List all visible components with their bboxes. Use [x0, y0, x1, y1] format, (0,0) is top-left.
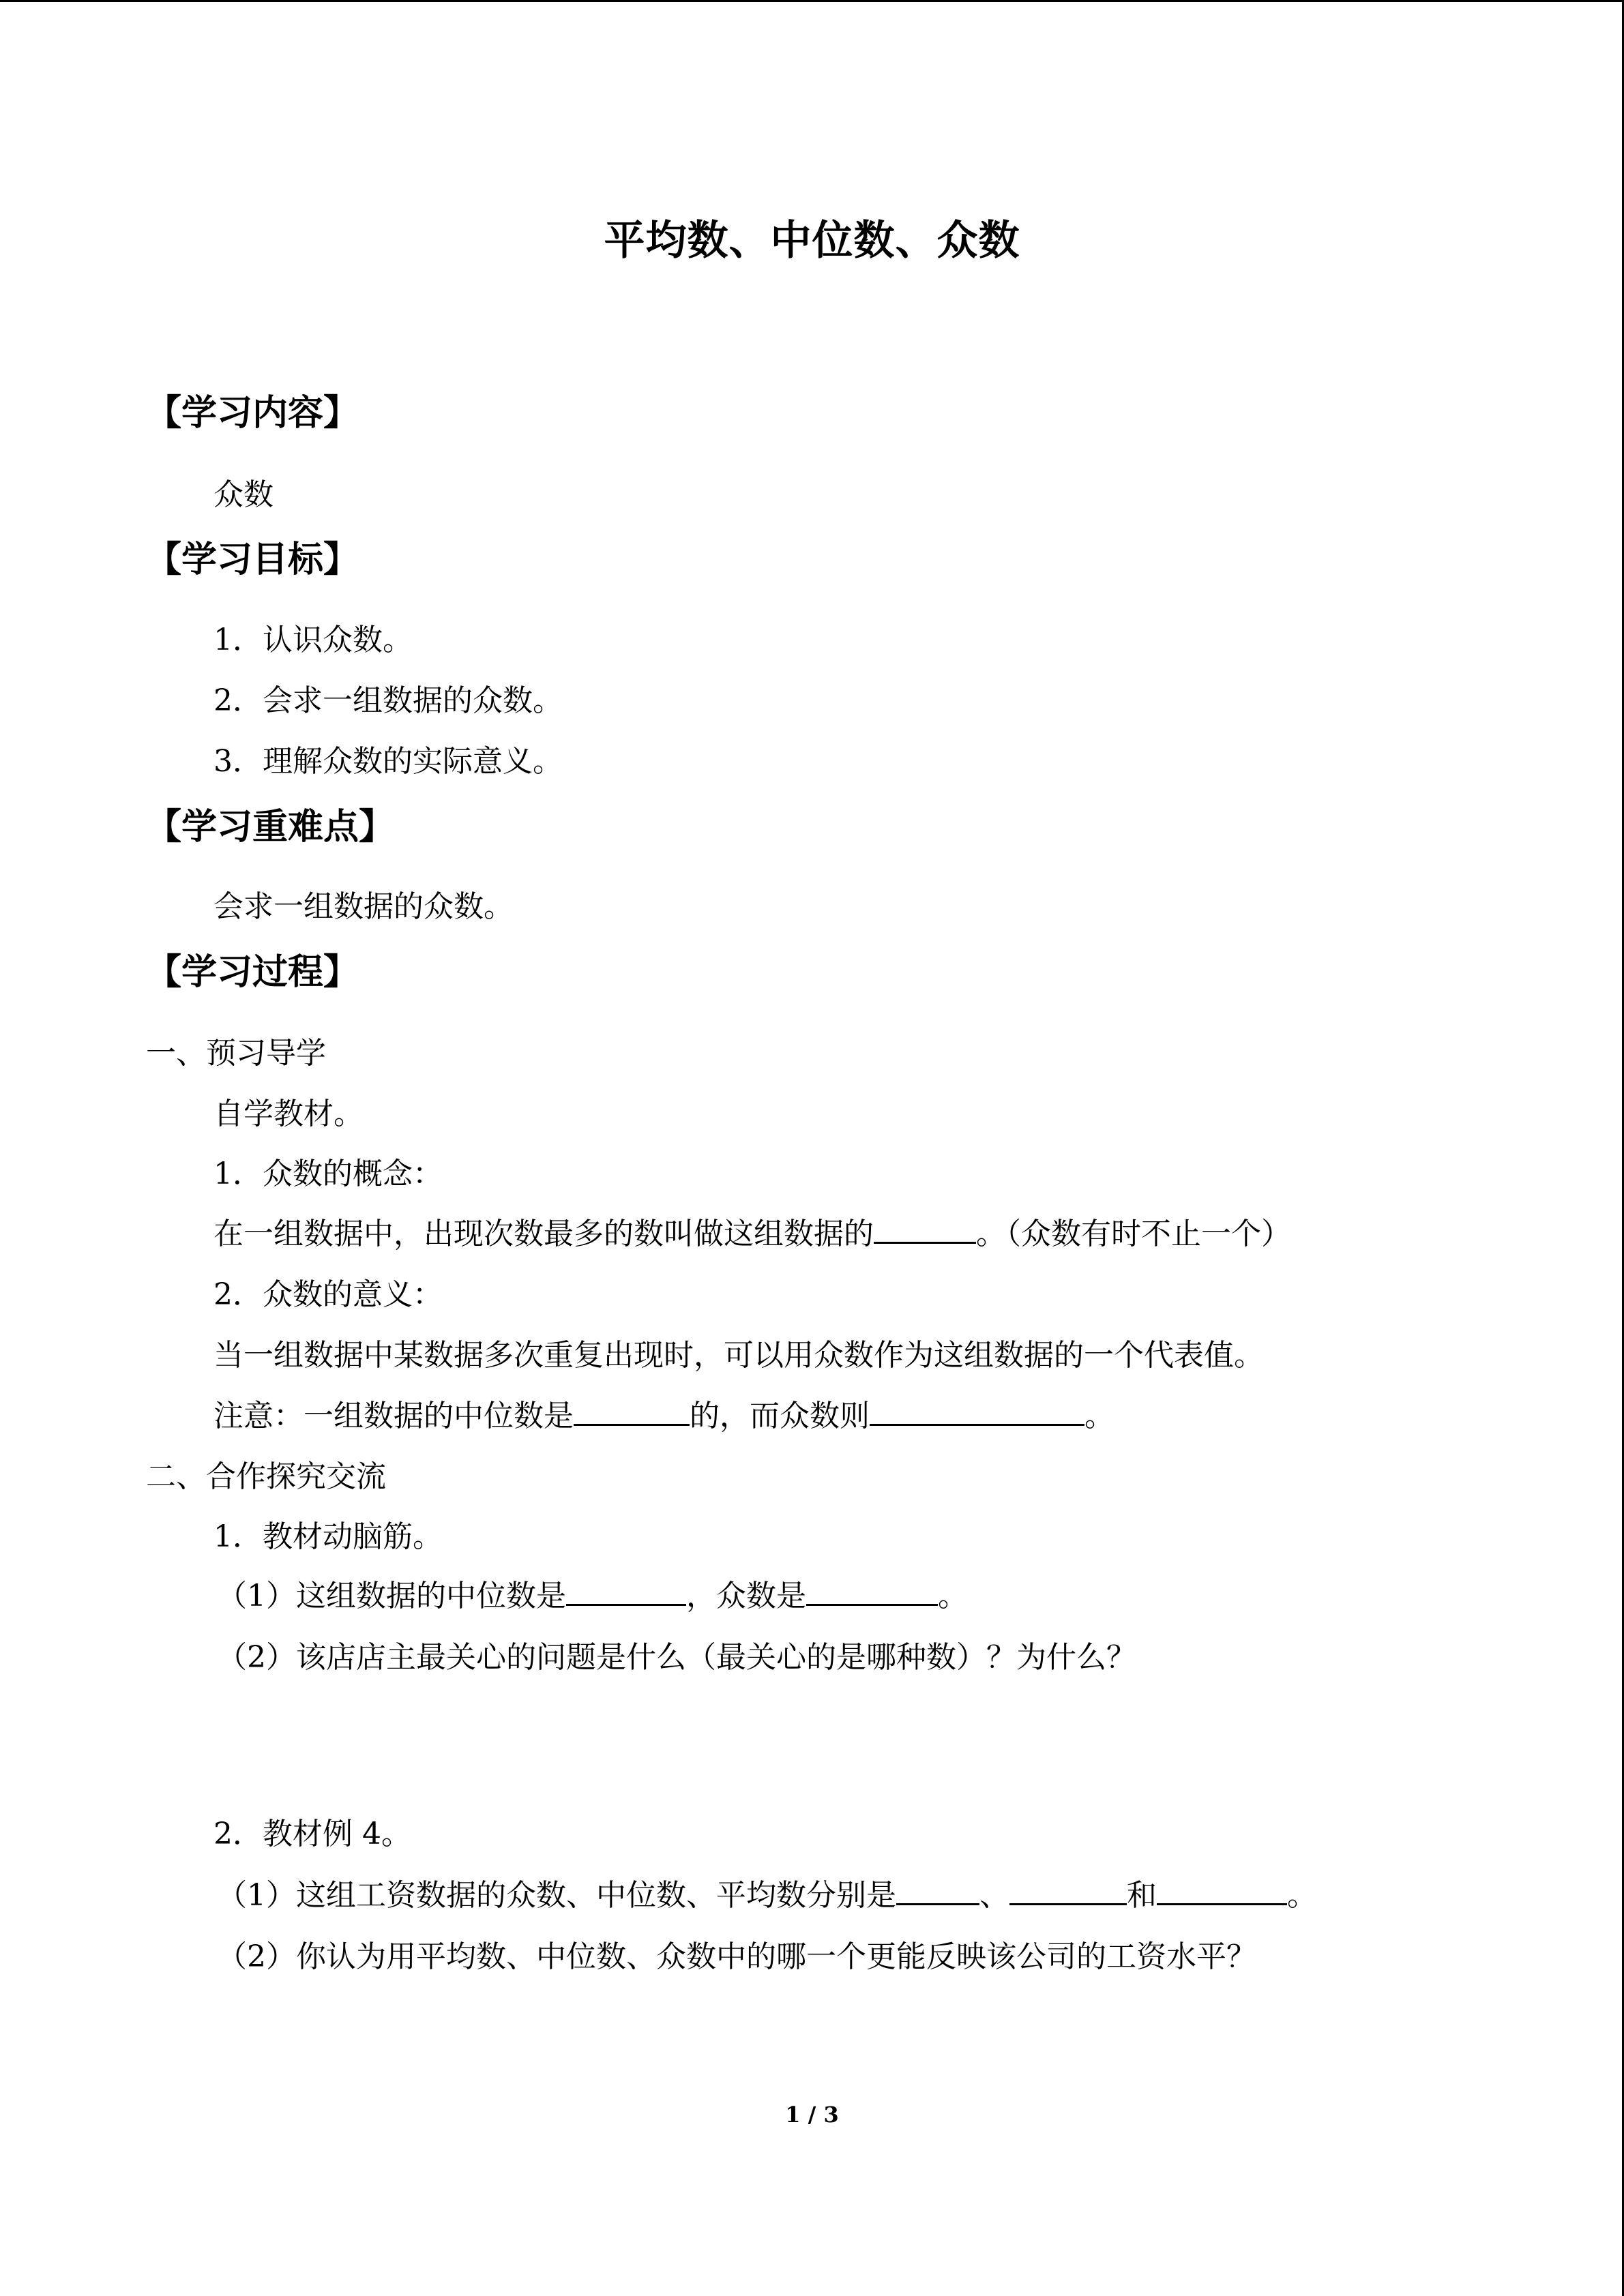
note-text-after: 。 [1084, 1399, 1114, 1433]
note-blank-2[interactable] [870, 1394, 1084, 1426]
key-points-text: 会求一组数据的众数。 [213, 889, 514, 924]
heading-goals: 【学习目标】 [146, 539, 359, 580]
q2-1-sep-2: 和 [1127, 1878, 1157, 1913]
q1-title: 1．教材动脑筋。 [213, 1519, 443, 1554]
q1-1-text-middle: ，众数是 [686, 1579, 806, 1613]
note-line [213, 1394, 1114, 1439]
goal-item-1: 1．认识众数。 [213, 623, 413, 657]
content-text: 众数 [213, 477, 274, 512]
goal-item-3: 3．理解众数的实际意义。 [213, 744, 563, 779]
part1-intro: 自学教材。 [213, 1097, 364, 1131]
concept-blank[interactable] [874, 1212, 976, 1244]
q1-1-blank-2[interactable] [806, 1574, 938, 1606]
q1-1-line [217, 1574, 968, 1619]
heading-content: 【学习内容】 [146, 393, 359, 434]
note-text-middle: 的，而众数则 [690, 1399, 870, 1433]
q2-title: 2．教材例 4。 [213, 1817, 411, 1851]
page-title: 平均数、中位数、众数 [604, 217, 1020, 265]
concept-line [213, 1212, 1291, 1257]
q2-1-blank-3[interactable] [1157, 1873, 1287, 1905]
q2-1-blank-1[interactable] [896, 1873, 979, 1905]
q2-1-sep-1: 、 [979, 1878, 1009, 1913]
q1-1-blank-1[interactable] [566, 1574, 686, 1606]
q1-1-text-before: （1）这组数据的中位数是 [217, 1579, 566, 1613]
q2-1-blank-2[interactable] [1009, 1873, 1127, 1905]
q1-2-line: （2）该店店主最关心的问题是什么（最关心的是哪种数）？为什么？ [217, 1640, 1136, 1675]
meaning-text: 当一组数据中某数据多次重复出现时，可以用众数作为这组数据的一个代表值。 [213, 1338, 1264, 1373]
part1-title: 一、预习导学 [146, 1036, 326, 1071]
note-text-before: 注意：一组数据的中位数是 [213, 1399, 574, 1433]
concept-text-before: 在一组数据中，出现次数最多的数叫做这组数据的 [213, 1217, 874, 1251]
concept-text-after: 。（众数有时不止一个） [976, 1217, 1291, 1251]
top-border [0, 0, 1624, 2]
part2-title: 二、合作探究交流 [146, 1459, 386, 1494]
q2-2-line: （2）你认为用平均数、中位数、众数中的哪一个更能反映该公司的工资水平？ [217, 1939, 1256, 1974]
heading-process: 【学习过程】 [146, 952, 359, 993]
q2-1-line [217, 1873, 1317, 1918]
heading-key-points: 【学习重难点】 [146, 807, 395, 848]
note-blank-1[interactable] [574, 1394, 690, 1426]
page-number: 1 / 3 [785, 2102, 839, 2128]
q2-1-text-after: 。 [1287, 1878, 1317, 1913]
goal-item-2: 2．会求一组数据的众数。 [213, 683, 563, 718]
q2-1-text-before: （1）这组工资数据的众数、中位数、平均数分别是 [217, 1878, 896, 1913]
q1-1-text-after: 。 [938, 1579, 968, 1613]
concept-title: 1．众数的概念： [213, 1157, 443, 1191]
meaning-title: 2．众数的意义： [213, 1277, 443, 1312]
